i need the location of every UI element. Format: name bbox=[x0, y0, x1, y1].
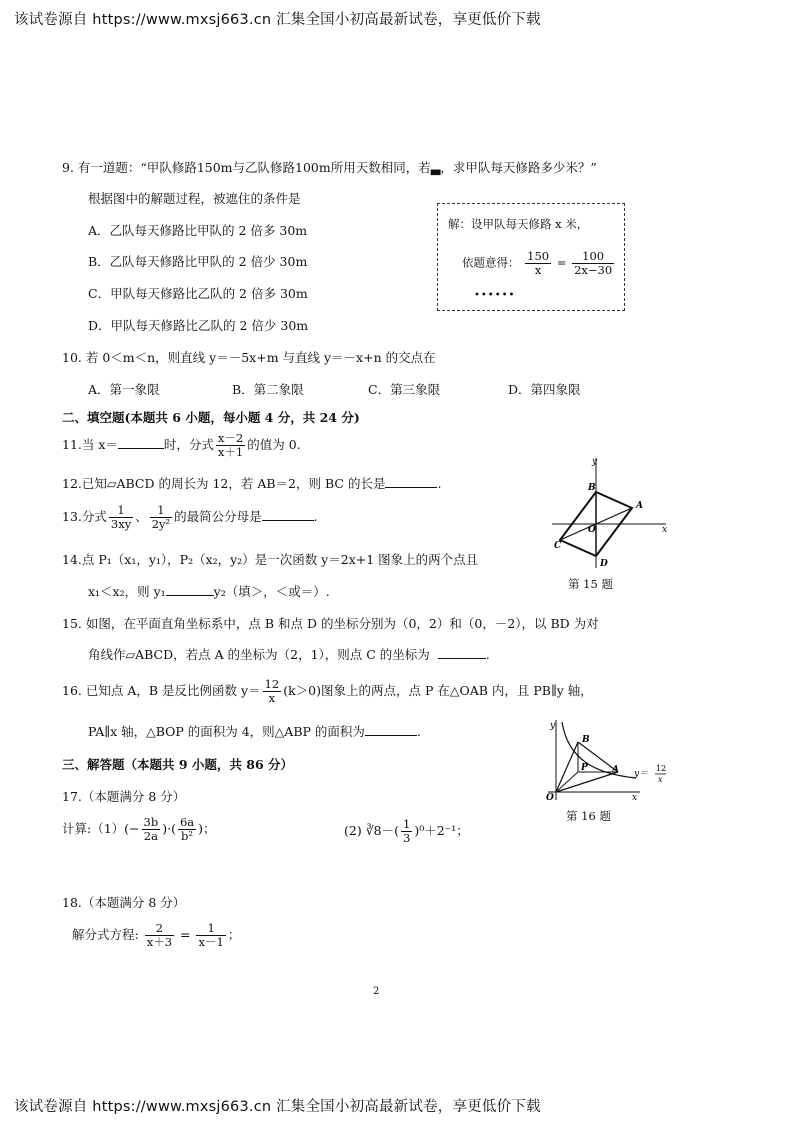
q9-option-a: A．乙队每天修路比甲队的 2 倍多 30m bbox=[88, 223, 308, 238]
q17-p2-label: (2) bbox=[344, 823, 362, 838]
q9-stem bbox=[62, 158, 597, 176]
fig15-caption: 第 15 题 bbox=[568, 577, 613, 591]
fig15-label-x: x bbox=[662, 525, 668, 535]
footer-source-text: 该试卷源自 https://www.mxsj663.cn 汇集全国小初高最新试卷，享更低价下载 bbox=[14, 1099, 541, 1115]
q9-number: 9. bbox=[62, 160, 74, 175]
q16-end: . bbox=[416, 724, 421, 739]
q17-label: 计算:（1） bbox=[62, 821, 125, 836]
q14-answer-blank[interactable] bbox=[166, 583, 214, 596]
q10-stem: 10. 若 0＜m＜n，则直线 y＝－5x+m 与直线 y＝－x+n 的交点在 bbox=[62, 350, 436, 365]
q17-p2-fraction: $\frac{1}{3}$ bbox=[403, 817, 411, 845]
fig15-label-o: O bbox=[588, 525, 596, 535]
q14-line2-post: y₂（填＞，＜或＝）. bbox=[213, 584, 330, 599]
q10-option-c: C．第三象限 bbox=[368, 382, 441, 397]
q12-end: . bbox=[437, 476, 442, 491]
fig15-label-c: C bbox=[554, 541, 562, 551]
q18-equals: = bbox=[180, 927, 191, 942]
q11-answer-blank[interactable] bbox=[118, 436, 164, 449]
q15-line1: 15. 如图，在平面直角坐标系中，点 B 和点 D 的坐标分别为（0，2）和（0，－2），以 BD 为对 bbox=[62, 616, 599, 631]
q9-option-b: B．乙队每天修路比甲队的 2 倍少 30m bbox=[88, 254, 308, 269]
q17-head: 17.（本题满分 8 分） bbox=[62, 789, 186, 804]
q13 bbox=[62, 504, 318, 531]
fig15-label-b: B bbox=[588, 483, 596, 493]
q10-option-b: B．第二象限 bbox=[232, 382, 304, 397]
fig16-label-b: B bbox=[582, 735, 590, 745]
fig16-label-x: x bbox=[632, 793, 638, 802]
q15-line2-text: 角线作▱ABCD，若点 A 的坐标为（2，1），则点 C 的坐标为 bbox=[88, 647, 430, 662]
q17-p1-fraction-a: $\frac{3b}{2a}$ bbox=[143, 815, 159, 843]
q11-post: 的值为 0. bbox=[247, 437, 301, 452]
q9-box-dots: •••••• bbox=[474, 290, 516, 301]
q18-head: 18.（本题满分 8 分） bbox=[62, 895, 186, 910]
q13-answer-blank[interactable] bbox=[262, 508, 314, 521]
fig16-curve-label-den: x bbox=[658, 775, 663, 784]
q15-line2 bbox=[88, 645, 490, 663]
q12-answer-blank[interactable] bbox=[385, 475, 437, 488]
page-number: 2 bbox=[373, 986, 380, 997]
q18-left-fraction: $\frac{2}{x+3}$ bbox=[146, 921, 173, 949]
q13-fraction-1: $\frac{1}{3xy}$ bbox=[110, 503, 132, 531]
fig16-label-y: y bbox=[550, 721, 556, 731]
q18-label: 解分式方程: bbox=[72, 927, 139, 942]
fig16-label-a: A bbox=[612, 765, 619, 775]
q9-box-equation bbox=[462, 250, 616, 277]
q14-line1: 14.点 P₁（x₁，y₁），P₂（x₂，y₂）是一次函数 y＝2x+1 图象上的两个点且 bbox=[62, 552, 479, 567]
fig15-label-d: D bbox=[600, 559, 608, 569]
q15-end: . bbox=[485, 647, 490, 662]
q13-post: 的最简公分母是 bbox=[174, 509, 262, 524]
figure-16 bbox=[540, 716, 672, 802]
q11-pre: 11.当 x＝ bbox=[62, 437, 118, 452]
q16-answer-blank[interactable] bbox=[365, 723, 417, 736]
q16-line1-pre: 16. 已知点 A，B 是反比例函数 y＝ bbox=[62, 683, 261, 698]
q9-option-d: D．甲队每天修路比乙队的 2 倍少 30m bbox=[88, 318, 309, 333]
q9-box-right-fraction: $\frac{100}{2x-30}$ bbox=[574, 249, 613, 277]
q9-box-equals: = bbox=[556, 255, 567, 270]
q10-option-a: A．第一象限 bbox=[88, 382, 160, 397]
fig16-label-o: O bbox=[546, 793, 554, 802]
header-source-text: 该试卷源自 https://www.mxsj663.cn 汇集全国小初高最新试卷，享更低价下载 bbox=[14, 12, 541, 28]
fig16-line-ob bbox=[556, 742, 578, 792]
q13-sep: 、 bbox=[135, 509, 148, 524]
q12-text: 12.已知▱ABCD 的周长为 12，若 AB＝2，则 BC 的长是 bbox=[62, 476, 386, 491]
q17-p2-tail: )⁰＋2⁻¹； bbox=[414, 823, 469, 838]
q18-tail: ； bbox=[227, 927, 241, 942]
q12 bbox=[62, 474, 441, 492]
q16-line1-post: (k＞0)图象上的两点，点 P 在△OAB 内，且 PB∥y 轴， bbox=[283, 683, 593, 698]
q13-pre: 13.分式 bbox=[62, 509, 107, 524]
q17-part1: 计算:（1）(− $\frac{3b}{2a}$ )·( $\frac{6a}{\text{b²}}$ )； bbox=[62, 815, 216, 843]
section-3-title: 三、解答题（本题共 9 小题，共 86 分） bbox=[62, 757, 294, 772]
q11-fraction: $\frac{x-2}{x+1}$ bbox=[217, 431, 244, 459]
q10-option-d: D．第四象限 bbox=[508, 382, 581, 397]
q11-mid: 时，分式 bbox=[163, 437, 214, 452]
q9-box-line1: 解：设甲队每天修路 x 米， bbox=[448, 217, 589, 231]
fig16-line-oa bbox=[556, 772, 618, 792]
q9-stem-text: 有一道题：“甲队修路150m与乙队修路100m所用天数相同，若▃，求甲队每天修路多少米？” bbox=[77, 160, 597, 175]
q16-line1 bbox=[62, 678, 593, 705]
q17-p2-expr: ∛8－( bbox=[365, 823, 399, 838]
q9-box-eq-label: 依题意得： bbox=[462, 255, 520, 270]
fig16-curve-label-num: 12 bbox=[656, 764, 667, 773]
section-2-title: 二、填空题(本题共 6 小题，每小题 4 分，共 24 分) bbox=[62, 410, 360, 425]
fig16-curve-label: y＝ bbox=[634, 769, 649, 779]
fig16-caption: 第 16 题 bbox=[566, 809, 611, 823]
q14-line2-pre: x₁＜x₂，则 y₁ bbox=[88, 584, 166, 599]
fig15-label-y: y bbox=[592, 457, 598, 467]
q13-fraction-2: $\frac{1}{\text{2y²}}$ bbox=[151, 503, 171, 531]
q9-option-c: C．甲队每天修路比乙队的 2 倍多 30m bbox=[88, 286, 308, 301]
q13-end: . bbox=[313, 509, 318, 524]
q11 bbox=[62, 432, 301, 459]
fig15-label-a: A bbox=[636, 501, 643, 511]
figure-15 bbox=[548, 452, 672, 570]
q18-right-fraction: $\frac{1}{x-1}$ bbox=[198, 921, 224, 949]
q9-prompt: 根据图中的解题过程，被遮住的条件是 bbox=[88, 191, 301, 206]
q17-part2 bbox=[344, 818, 469, 845]
q16-line2 bbox=[88, 722, 421, 740]
q16-line2-text: PA∥x 轴，△BOP 的面积为 4，则△ABP 的面积为 bbox=[88, 724, 365, 739]
q17-p1-fraction-b: $\frac{6a}{\text{b²}}$ bbox=[179, 815, 195, 843]
q9-solution-box bbox=[437, 203, 625, 311]
fig16-curve bbox=[562, 722, 636, 778]
q15-answer-blank[interactable] bbox=[438, 646, 486, 659]
q16-fraction: $\frac{12}{x}$ bbox=[264, 677, 280, 705]
fig16-label-p: P bbox=[581, 763, 588, 773]
q9-box-left-fraction: $\frac{150}{x}$ bbox=[527, 249, 550, 277]
q18-equation bbox=[72, 922, 240, 949]
q14-line2 bbox=[88, 582, 330, 600]
